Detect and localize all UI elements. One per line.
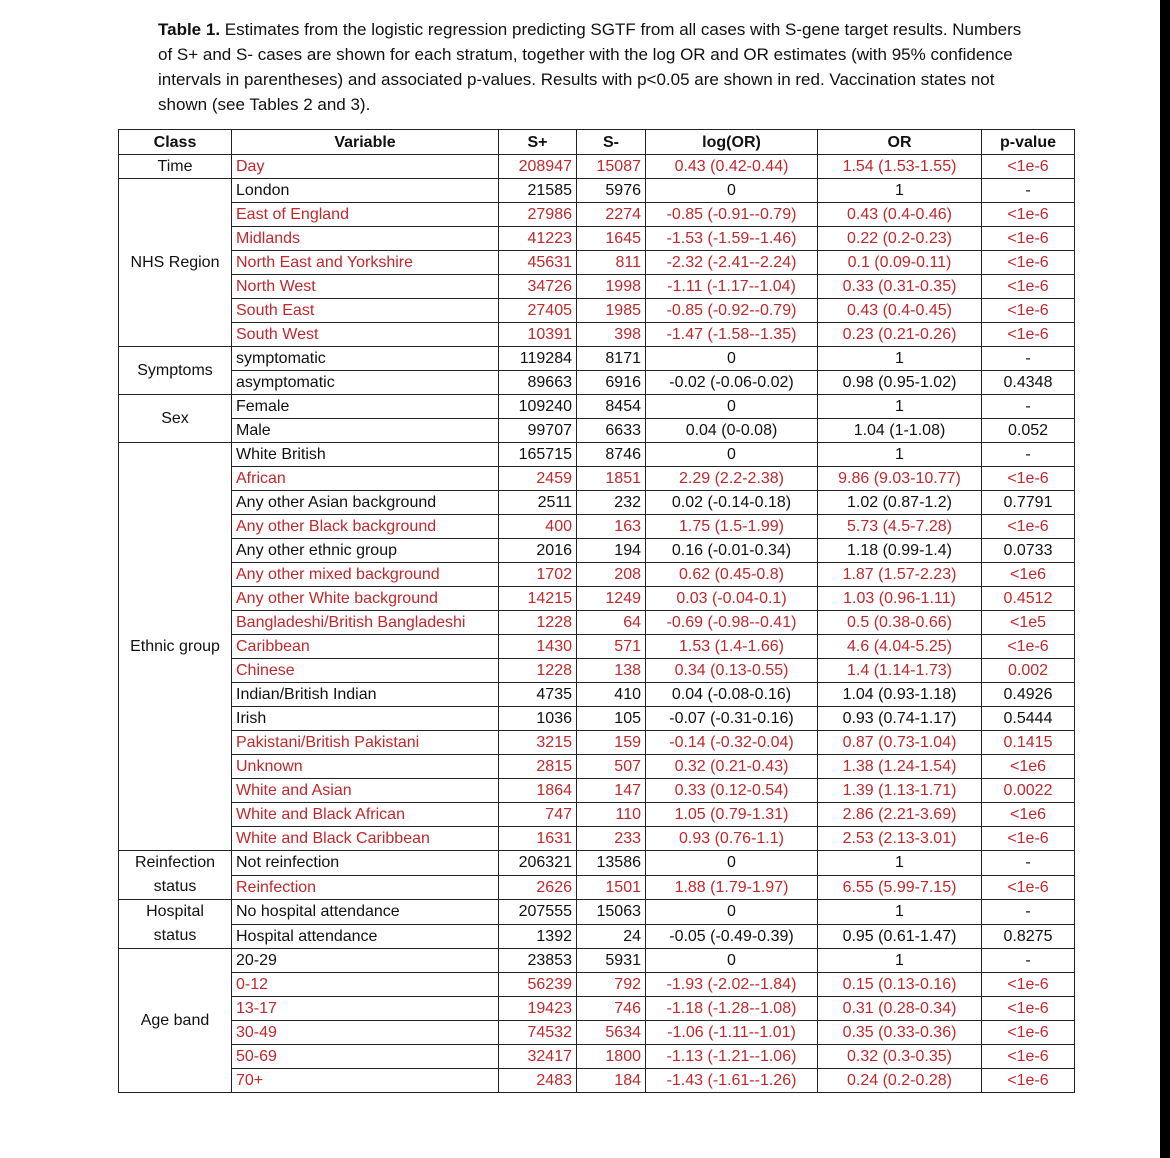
- or-cell: 1: [818, 395, 982, 419]
- table-row: [119, 827, 1075, 851]
- variable-cell: 0-12: [232, 973, 499, 997]
- s-minus-cell: 147: [577, 779, 646, 803]
- log-or-cell: -0.07 (-0.31-0.16): [646, 707, 818, 731]
- variable-cell: Indian/British Indian: [232, 683, 499, 707]
- header-s-minus: S-: [577, 130, 646, 155]
- s-plus-cell: 109240: [499, 395, 577, 419]
- header-or: OR: [818, 130, 982, 155]
- header-variable: Variable: [232, 130, 499, 155]
- log-or-cell: -1.47 (-1.58--1.35): [646, 323, 818, 347]
- class-cell: NHS Region: [119, 179, 232, 347]
- table-row: [119, 683, 1075, 707]
- or-cell: 1.04 (0.93-1.18): [818, 683, 982, 707]
- log-or-cell: -1.18 (-1.28--1.08): [646, 997, 818, 1021]
- variable-cell: Irish: [232, 707, 499, 731]
- s-minus-cell: 163: [577, 515, 646, 539]
- s-minus-cell: 8454: [577, 395, 646, 419]
- p-value-cell: <1e-6: [982, 875, 1075, 900]
- or-cell: 0.93 (0.74-1.17): [818, 707, 982, 731]
- table-row: [119, 731, 1075, 755]
- log-or-cell: 0: [646, 347, 818, 371]
- p-value-cell: 0.7791: [982, 491, 1075, 515]
- s-plus-cell: 1392: [499, 924, 577, 949]
- log-or-cell: -1.11 (-1.17--1.04): [646, 275, 818, 299]
- p-value-cell: <1e6: [982, 803, 1075, 827]
- p-value-cell: <1e-6: [982, 299, 1075, 323]
- log-or-cell: -1.13 (-1.21--1.06): [646, 1045, 818, 1069]
- variable-cell: Day: [232, 155, 499, 179]
- table-row: [119, 875, 1075, 900]
- s-minus-cell: 6916: [577, 371, 646, 395]
- p-value-cell: -: [982, 900, 1075, 925]
- p-value-cell: <1e6: [982, 755, 1075, 779]
- or-cell: 1: [818, 179, 982, 203]
- s-plus-cell: 1631: [499, 827, 577, 851]
- table-row: [119, 443, 1075, 467]
- table-row: [119, 659, 1075, 683]
- log-or-cell: 0.93 (0.76-1.1): [646, 827, 818, 851]
- variable-cell: Any other Asian background: [232, 491, 499, 515]
- variable-cell: East of England: [232, 203, 499, 227]
- p-value-cell: 0.1415: [982, 731, 1075, 755]
- table-row: [119, 900, 1075, 925]
- s-plus-cell: 19423: [499, 997, 577, 1021]
- s-plus-cell: 27986: [499, 203, 577, 227]
- p-value-cell: <1e-6: [982, 1045, 1075, 1069]
- table-row: [119, 419, 1075, 443]
- s-plus-cell: 1430: [499, 635, 577, 659]
- header-row: [119, 130, 1075, 155]
- s-minus-cell: 5976: [577, 179, 646, 203]
- log-or-cell: -1.43 (-1.61--1.26): [646, 1069, 818, 1093]
- table-row: [119, 779, 1075, 803]
- table-row: [119, 924, 1075, 949]
- s-plus-cell: 207555: [499, 900, 577, 925]
- variable-cell: 20-29: [232, 949, 499, 973]
- table-row: [119, 635, 1075, 659]
- header-log-or: log(OR): [646, 130, 818, 155]
- s-minus-cell: 184: [577, 1069, 646, 1093]
- p-value-cell: 0.0733: [982, 539, 1075, 563]
- or-cell: 1.04 (1-1.08): [818, 419, 982, 443]
- log-or-cell: -0.85 (-0.92--0.79): [646, 299, 818, 323]
- log-or-cell: -1.06 (-1.11--1.01): [646, 1021, 818, 1045]
- s-minus-cell: 110: [577, 803, 646, 827]
- log-or-cell: -1.53 (-1.59--1.46): [646, 227, 818, 251]
- s-plus-cell: 1702: [499, 563, 577, 587]
- log-or-cell: 2.29 (2.2-2.38): [646, 467, 818, 491]
- or-cell: 0.5 (0.38-0.66): [818, 611, 982, 635]
- log-or-cell: 0.04 (0-0.08): [646, 419, 818, 443]
- s-minus-cell: 13586: [577, 851, 646, 876]
- or-cell: 0.95 (0.61-1.47): [818, 924, 982, 949]
- or-cell: 1: [818, 900, 982, 925]
- s-plus-cell: 2016: [499, 539, 577, 563]
- or-cell: 2.53 (2.13-3.01): [818, 827, 982, 851]
- or-cell: 0.35 (0.33-0.36): [818, 1021, 982, 1045]
- s-minus-cell: 208: [577, 563, 646, 587]
- p-value-cell: <1e-6: [982, 251, 1075, 275]
- window-edge: [1160, 0, 1170, 1158]
- s-plus-cell: 2626: [499, 875, 577, 900]
- or-cell: 0.22 (0.2-0.23): [818, 227, 982, 251]
- s-minus-cell: 159: [577, 731, 646, 755]
- p-value-cell: 0.0022: [982, 779, 1075, 803]
- variable-cell: Chinese: [232, 659, 499, 683]
- log-or-cell: 0: [646, 949, 818, 973]
- s-minus-cell: 194: [577, 539, 646, 563]
- p-value-cell: 0.002: [982, 659, 1075, 683]
- s-minus-cell: 1800: [577, 1045, 646, 1069]
- s-plus-cell: 206321: [499, 851, 577, 876]
- p-value-cell: <1e-6: [982, 467, 1075, 491]
- table-row: [119, 851, 1075, 876]
- log-or-cell: -0.69 (-0.98--0.41): [646, 611, 818, 635]
- variable-cell: Bangladeshi/British Bangladeshi: [232, 611, 499, 635]
- s-minus-cell: 1645: [577, 227, 646, 251]
- s-minus-cell: 1249: [577, 587, 646, 611]
- p-value-cell: -: [982, 949, 1075, 973]
- variable-cell: asymptomatic: [232, 371, 499, 395]
- s-minus-cell: 15087: [577, 155, 646, 179]
- header-s-plus: S+: [499, 130, 577, 155]
- or-cell: 0.87 (0.73-1.04): [818, 731, 982, 755]
- or-cell: 0.24 (0.2-0.28): [818, 1069, 982, 1093]
- or-cell: 1: [818, 851, 982, 876]
- log-or-cell: -0.14 (-0.32-0.04): [646, 731, 818, 755]
- p-value-cell: -: [982, 851, 1075, 876]
- table-row: [119, 275, 1075, 299]
- table-row: [119, 587, 1075, 611]
- log-or-cell: 0.32 (0.21-0.43): [646, 755, 818, 779]
- p-value-cell: <1e-6: [982, 1069, 1075, 1093]
- variable-cell: No hospital attendance: [232, 900, 499, 925]
- s-plus-cell: 21585: [499, 179, 577, 203]
- s-plus-cell: 119284: [499, 347, 577, 371]
- table-row: [119, 371, 1075, 395]
- p-value-cell: <1e5: [982, 611, 1075, 635]
- log-or-cell: 0: [646, 851, 818, 876]
- p-value-cell: 0.4512: [982, 587, 1075, 611]
- or-cell: 0.32 (0.3-0.35): [818, 1045, 982, 1069]
- p-value-cell: 0.5444: [982, 707, 1075, 731]
- caption-label: Table 1.: [158, 20, 221, 39]
- log-or-cell: 0.43 (0.42-0.44): [646, 155, 818, 179]
- s-minus-cell: 2274: [577, 203, 646, 227]
- s-minus-cell: 24: [577, 924, 646, 949]
- or-cell: 2.86 (2.21-3.69): [818, 803, 982, 827]
- s-plus-cell: 89663: [499, 371, 577, 395]
- s-plus-cell: 45631: [499, 251, 577, 275]
- s-plus-cell: 1864: [499, 779, 577, 803]
- s-plus-cell: 14215: [499, 587, 577, 611]
- table-caption: [158, 17, 1038, 117]
- table-row: [119, 949, 1075, 973]
- or-cell: 9.86 (9.03-10.77): [818, 467, 982, 491]
- s-minus-cell: 8171: [577, 347, 646, 371]
- or-cell: 0.31 (0.28-0.34): [818, 997, 982, 1021]
- log-or-cell: 0.62 (0.45-0.8): [646, 563, 818, 587]
- s-minus-cell: 138: [577, 659, 646, 683]
- class-cell: Time: [119, 155, 232, 179]
- variable-cell: symptomatic: [232, 347, 499, 371]
- p-value-cell: <1e-6: [982, 1021, 1075, 1045]
- s-minus-cell: 233: [577, 827, 646, 851]
- or-cell: 0.43 (0.4-0.45): [818, 299, 982, 323]
- class-cell: Ethnic group: [119, 443, 232, 851]
- s-plus-cell: 208947: [499, 155, 577, 179]
- variable-cell: North East and Yorkshire: [232, 251, 499, 275]
- p-value-cell: 0.4926: [982, 683, 1075, 707]
- table-row: [119, 347, 1075, 371]
- or-cell: 0.33 (0.31-0.35): [818, 275, 982, 299]
- p-value-cell: <1e-6: [982, 997, 1075, 1021]
- p-value-cell: 0.8275: [982, 924, 1075, 949]
- s-minus-cell: 15063: [577, 900, 646, 925]
- s-minus-cell: 410: [577, 683, 646, 707]
- s-plus-cell: 747: [499, 803, 577, 827]
- p-value-cell: <1e-6: [982, 227, 1075, 251]
- p-value-cell: <1e-6: [982, 323, 1075, 347]
- regression-table: [118, 129, 1075, 1093]
- or-cell: 6.55 (5.99-7.15): [818, 875, 982, 900]
- p-value-cell: 0.052: [982, 419, 1075, 443]
- or-cell: 1.39 (1.13-1.71): [818, 779, 982, 803]
- s-plus-cell: 1228: [499, 611, 577, 635]
- log-or-cell: 0: [646, 900, 818, 925]
- s-plus-cell: 165715: [499, 443, 577, 467]
- s-plus-cell: 10391: [499, 323, 577, 347]
- log-or-cell: -1.93 (-2.02--1.84): [646, 973, 818, 997]
- variable-cell: Reinfection: [232, 875, 499, 900]
- variable-cell: South West: [232, 323, 499, 347]
- s-plus-cell: 3215: [499, 731, 577, 755]
- variable-cell: Midlands: [232, 227, 499, 251]
- variable-cell: Hospital attendance: [232, 924, 499, 949]
- table-row: [119, 227, 1075, 251]
- table-row: [119, 973, 1075, 997]
- s-plus-cell: 34726: [499, 275, 577, 299]
- variable-cell: African: [232, 467, 499, 491]
- p-value-cell: <1e-6: [982, 203, 1075, 227]
- s-plus-cell: 400: [499, 515, 577, 539]
- table-row: [119, 803, 1075, 827]
- or-cell: 1.38 (1.24-1.54): [818, 755, 982, 779]
- s-plus-cell: 23853: [499, 949, 577, 973]
- variable-cell: Unknown: [232, 755, 499, 779]
- variable-cell: Any other White background: [232, 587, 499, 611]
- log-or-cell: 0.04 (-0.08-0.16): [646, 683, 818, 707]
- table-body: [119, 155, 1075, 1093]
- s-plus-cell: 2815: [499, 755, 577, 779]
- log-or-cell: 0.34 (0.13-0.55): [646, 659, 818, 683]
- caption-text: Estimates from the logistic regression predicting SGTF from all cases with S-gene target results. Numbers of S+ and S- cases are shown for each stratum, together with the log OR and OR estimates (with 95% confidence intervals in parentheses) and associated p-values. Results with p<0.05 are shown in red. Vaccination states not shown (see Tables 2 and 3).: [158, 20, 1022, 114]
- table-row: [119, 539, 1075, 563]
- p-value-cell: <1e6: [982, 563, 1075, 587]
- log-or-cell: 0.16 (-0.01-0.34): [646, 539, 818, 563]
- class-cell: Symptoms: [119, 347, 232, 395]
- p-value-cell: <1e-6: [982, 827, 1075, 851]
- s-plus-cell: 74532: [499, 1021, 577, 1045]
- table-row: [119, 467, 1075, 491]
- log-or-cell: -0.02 (-0.06-0.02): [646, 371, 818, 395]
- or-cell: 1.02 (0.87-1.2): [818, 491, 982, 515]
- table-row: [119, 611, 1075, 635]
- p-value-cell: 0.4348: [982, 371, 1075, 395]
- variable-cell: White British: [232, 443, 499, 467]
- p-value-cell: -: [982, 443, 1075, 467]
- p-value-cell: -: [982, 395, 1075, 419]
- table-row: [119, 203, 1075, 227]
- s-minus-cell: 811: [577, 251, 646, 275]
- variable-cell: Any other mixed background: [232, 563, 499, 587]
- or-cell: 5.73 (4.5-7.28): [818, 515, 982, 539]
- or-cell: 0.98 (0.95-1.02): [818, 371, 982, 395]
- class-cell: Hospital status: [119, 900, 232, 949]
- log-or-cell: 0: [646, 443, 818, 467]
- class-cell: Age band: [119, 949, 232, 1093]
- variable-cell: 50-69: [232, 1045, 499, 1069]
- header-p-value: p-value: [982, 130, 1075, 155]
- log-or-cell: 0.33 (0.12-0.54): [646, 779, 818, 803]
- log-or-cell: 1.05 (0.79-1.31): [646, 803, 818, 827]
- or-cell: 0.15 (0.13-0.16): [818, 973, 982, 997]
- log-or-cell: 1.53 (1.4-1.66): [646, 635, 818, 659]
- table-row: [119, 755, 1075, 779]
- variable-cell: 30-49: [232, 1021, 499, 1045]
- s-minus-cell: 746: [577, 997, 646, 1021]
- variable-cell: Not reinfection: [232, 851, 499, 876]
- log-or-cell: -0.05 (-0.49-0.39): [646, 924, 818, 949]
- s-plus-cell: 2483: [499, 1069, 577, 1093]
- s-plus-cell: 2459: [499, 467, 577, 491]
- variable-cell: White and Black Caribbean: [232, 827, 499, 851]
- s-minus-cell: 232: [577, 491, 646, 515]
- log-or-cell: 0.02 (-0.14-0.18): [646, 491, 818, 515]
- s-plus-cell: 2511: [499, 491, 577, 515]
- table-row: [119, 251, 1075, 275]
- variable-cell: 13-17: [232, 997, 499, 1021]
- or-cell: 1: [818, 443, 982, 467]
- table-row: [119, 1045, 1075, 1069]
- log-or-cell: 0.03 (-0.04-0.1): [646, 587, 818, 611]
- or-cell: 0.23 (0.21-0.26): [818, 323, 982, 347]
- variable-cell: Male: [232, 419, 499, 443]
- log-or-cell: 0: [646, 179, 818, 203]
- class-cell: Reinfection status: [119, 851, 232, 900]
- class-cell: Sex: [119, 395, 232, 443]
- log-or-cell: -0.85 (-0.91--0.79): [646, 203, 818, 227]
- variable-cell: Female: [232, 395, 499, 419]
- variable-cell: White and Asian: [232, 779, 499, 803]
- table-row: [119, 323, 1075, 347]
- s-minus-cell: 1501: [577, 875, 646, 900]
- log-or-cell: 0: [646, 395, 818, 419]
- s-plus-cell: 56239: [499, 973, 577, 997]
- or-cell: 1.03 (0.96-1.11): [818, 587, 982, 611]
- log-or-cell: 1.88 (1.79-1.97): [646, 875, 818, 900]
- s-plus-cell: 1036: [499, 707, 577, 731]
- p-value-cell: <1e-6: [982, 973, 1075, 997]
- table-row: [119, 395, 1075, 419]
- variable-cell: Pakistani/British Pakistani: [232, 731, 499, 755]
- s-plus-cell: 32417: [499, 1045, 577, 1069]
- table-row: [119, 997, 1075, 1021]
- or-cell: 0.1 (0.09-0.11): [818, 251, 982, 275]
- or-cell: 1.4 (1.14-1.73): [818, 659, 982, 683]
- table-row: [119, 491, 1075, 515]
- table-row: [119, 563, 1075, 587]
- variable-cell: Any other Black background: [232, 515, 499, 539]
- s-minus-cell: 6633: [577, 419, 646, 443]
- s-plus-cell: 4735: [499, 683, 577, 707]
- or-cell: 1.87 (1.57-2.23): [818, 563, 982, 587]
- s-minus-cell: 398: [577, 323, 646, 347]
- s-minus-cell: 792: [577, 973, 646, 997]
- or-cell: 1.54 (1.53-1.55): [818, 155, 982, 179]
- table-row: [119, 299, 1075, 323]
- s-minus-cell: 5634: [577, 1021, 646, 1045]
- table-row: [119, 179, 1075, 203]
- table-row: [119, 707, 1075, 731]
- variable-cell: London: [232, 179, 499, 203]
- s-plus-cell: 99707: [499, 419, 577, 443]
- table-row: [119, 155, 1075, 179]
- s-minus-cell: 1851: [577, 467, 646, 491]
- s-plus-cell: 1228: [499, 659, 577, 683]
- variable-cell: White and Black African: [232, 803, 499, 827]
- p-value-cell: <1e-6: [982, 635, 1075, 659]
- variable-cell: Caribbean: [232, 635, 499, 659]
- or-cell: 1: [818, 949, 982, 973]
- s-minus-cell: 1985: [577, 299, 646, 323]
- p-value-cell: <1e-6: [982, 515, 1075, 539]
- log-or-cell: -2.32 (-2.41--2.24): [646, 251, 818, 275]
- s-minus-cell: 1998: [577, 275, 646, 299]
- table-row: [119, 515, 1075, 539]
- table-row: [119, 1069, 1075, 1093]
- variable-cell: North West: [232, 275, 499, 299]
- variable-cell: South East: [232, 299, 499, 323]
- p-value-cell: <1e-6: [982, 275, 1075, 299]
- or-cell: 4.6 (4.04-5.25): [818, 635, 982, 659]
- s-plus-cell: 27405: [499, 299, 577, 323]
- p-value-cell: <1e-6: [982, 155, 1075, 179]
- p-value-cell: -: [982, 179, 1075, 203]
- log-or-cell: 1.75 (1.5-1.99): [646, 515, 818, 539]
- s-minus-cell: 5931: [577, 949, 646, 973]
- p-value-cell: -: [982, 347, 1075, 371]
- or-cell: 0.43 (0.4-0.46): [818, 203, 982, 227]
- variable-cell: 70+: [232, 1069, 499, 1093]
- s-minus-cell: 8746: [577, 443, 646, 467]
- or-cell: 1: [818, 347, 982, 371]
- s-minus-cell: 64: [577, 611, 646, 635]
- s-minus-cell: 571: [577, 635, 646, 659]
- s-plus-cell: 41223: [499, 227, 577, 251]
- s-minus-cell: 507: [577, 755, 646, 779]
- variable-cell: Any other ethnic group: [232, 539, 499, 563]
- or-cell: 1.18 (0.99-1.4): [818, 539, 982, 563]
- s-minus-cell: 105: [577, 707, 646, 731]
- table-row: [119, 1021, 1075, 1045]
- header-class: Class: [119, 130, 232, 155]
